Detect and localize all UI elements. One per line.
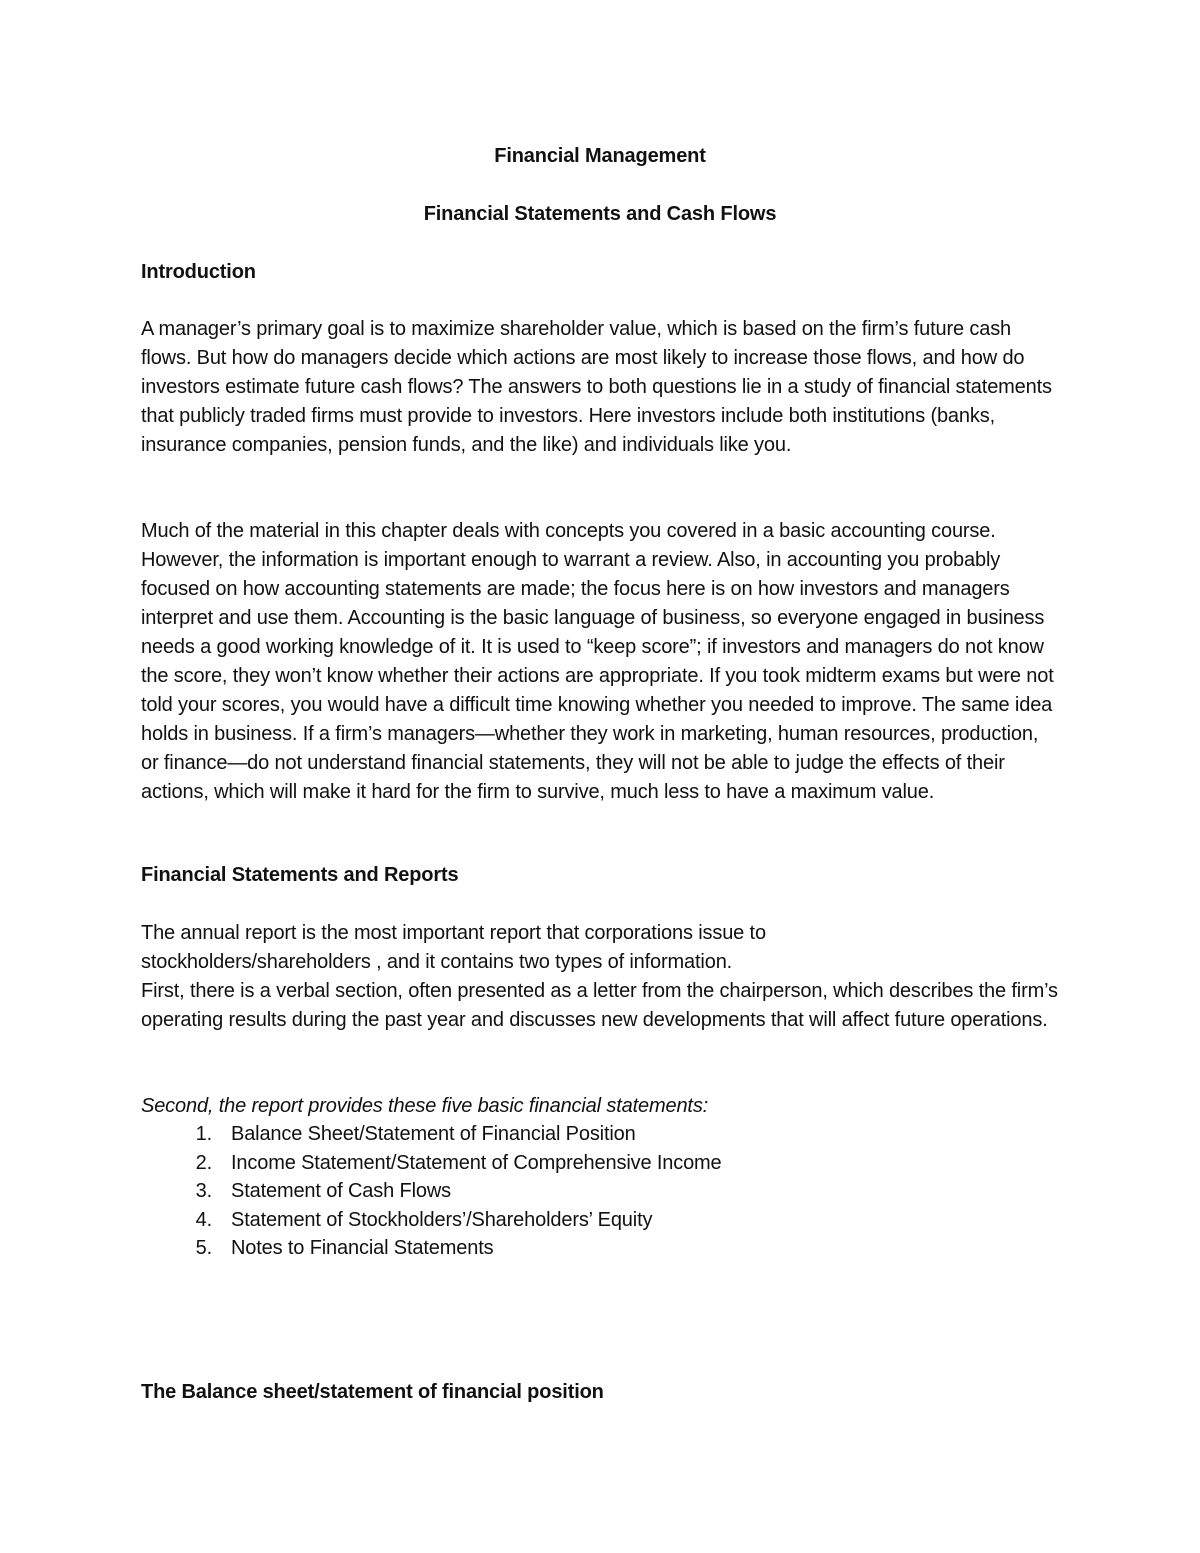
document-title: Financial Management bbox=[494, 145, 706, 167]
list-item-number: 2. bbox=[195, 1151, 212, 1174]
list-item-number: 1. bbox=[195, 1123, 212, 1145]
list-item-number: 5. bbox=[195, 1237, 212, 1259]
list-item-number: 4. bbox=[195, 1208, 212, 1231]
document-subtitle: Financial Statements and Cash Flows bbox=[423, 203, 777, 225]
list-item bbox=[141, 1206, 1041, 1235]
list-item-text: Statement of Cash Flows bbox=[231, 1180, 451, 1202]
list-item-number: 3. bbox=[195, 1180, 212, 1202]
list-item-text: Statement of Stockholders’/Shareholders’ Equity bbox=[231, 1208, 653, 1231]
balance-sheet-heading: The Balance sheet/statement of financial position bbox=[141, 1381, 604, 1403]
list-item bbox=[141, 1177, 1041, 1206]
list-item bbox=[141, 1234, 1041, 1263]
second-intro: Second, the report provides these five basic financial statements: bbox=[141, 1095, 709, 1117]
intro-heading: Introduction bbox=[141, 261, 256, 283]
first-paragraph: First, there is a verbal section, often presented as a letter from the chairperson, which describes the firm’s operating results during the past year and discusses new developments that will affect future operations. bbox=[141, 980, 1058, 1031]
annual-report-paragraph: The annual report is the most important report that corporations issue to stockholders/shareholders , and it contains two types of information. bbox=[141, 922, 766, 973]
list-item bbox=[141, 1149, 1041, 1178]
statements-list bbox=[141, 1120, 1041, 1263]
reports-heading: Financial Statements and Reports bbox=[141, 864, 459, 886]
list-item-text: Balance Sheet/Statement of Financial Position bbox=[231, 1123, 636, 1145]
list-item-text: Notes to Financial Statements bbox=[231, 1237, 494, 1259]
list-item-text: Income Statement/Statement of Comprehensive Income bbox=[231, 1151, 722, 1174]
material-paragraph: Much of the material in this chapter deals with concepts you covered in a basic accounting course. However, the information is important enough to warrant a review. Also, in accounting you probably focused on how accounting statements are made; the focus here is on how investors and managers interpret and use them. Accounting is the basic language of business, so everyone engaged in business needs a good working knowledge of it. It is used to “keep score”; if investors and managers do not know the score, they won’t know whether their actions are appropriate. If you took midterm exams but were not told your scores, you would have a difficult time knowing whether you needed to improve. The same idea holds in business. If a firm’s managers—whether they work in marketing, human resources, production, or finance—do not understand financial statements, they will not be able to judge the effects of their actions, which will make it hard for the firm to survive, much less to have a maximum value. bbox=[141, 520, 1054, 803]
intro-paragraph: A manager’s primary goal is to maximize shareholder value, which is based on the firm’s future cash flows. But how do managers decide which actions are most likely to increase those flows, and how do investors estimate future cash flows? The answers to both questions lie in a study of financial statements that publicly traded firms must provide to investors. Here investors include both institutions (banks, insurance companies, pension funds, and the like) and individuals like you. bbox=[141, 318, 1052, 456]
list-item bbox=[141, 1120, 1041, 1149]
